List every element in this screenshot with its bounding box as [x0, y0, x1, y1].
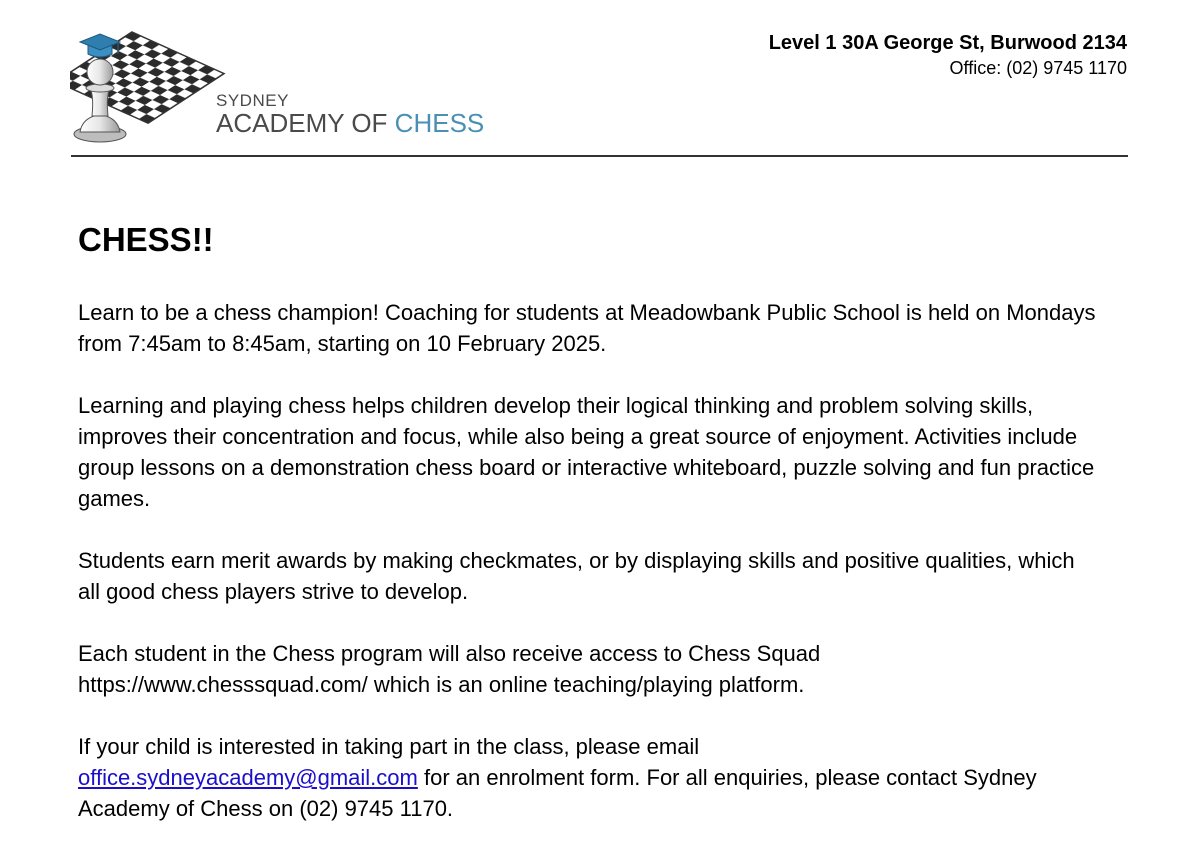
paragraph-enrolment	[78, 731, 1118, 824]
header-divider	[71, 155, 1128, 157]
enrolment-rest: for an enrolment form. For all enquiries, please contact Sydney Academy of Chess on (02) 9745 1170.	[78, 765, 1037, 821]
email-link[interactable]: office.sydneyacademy@gmail.com	[78, 765, 418, 790]
logo-academy-of: ACADEMY OF	[216, 108, 395, 138]
page-title: CHESS!!	[78, 221, 214, 258]
logo-line-sydney: SYDNEY	[216, 91, 289, 110]
logo-line-academy	[216, 110, 484, 136]
office-phone-text: Office: (02) 9745 1170	[949, 58, 1127, 78]
paragraph-schedule: Learn to be a chess champion! Coaching for students at Meadowbank Public School is held on Mondays from 7:45am to 8:45am, starting on 10 February 2025.	[78, 300, 1096, 356]
paragraph-merit-awards: Students earn merit awards by making checkmates, or by displaying skills and positive qualities, which all good chess players strive to develop.	[78, 548, 1075, 604]
paragraph-benefits: Learning and playing chess helps children develop their logical thinking and problem solving skills, improves their concentration and focus, while also being a great source of enjoyment. Activities include group lessons on a demonstration chess board or interactive whiteboard, puzzle solving and fun practice games.	[78, 393, 1095, 511]
chess-squad-line: Each student in the Chess program will also receive access to Chess Squad	[78, 641, 821, 666]
address-text: Level 1 30A George St, Burwood 2134	[768, 32, 1127, 54]
contact-block	[769, 30, 1127, 80]
logo-wordmark	[216, 92, 484, 136]
logo-chess: CHESS	[394, 108, 485, 138]
academy-logo	[70, 26, 490, 148]
enrolment-intro: If your child is interested in taking part in the class, please email	[78, 734, 700, 759]
paragraph-chess-squad	[78, 638, 1078, 700]
chess-squad-url-line: https://www.chesssquad.com/ which is an online teaching/playing platform.	[78, 672, 805, 697]
